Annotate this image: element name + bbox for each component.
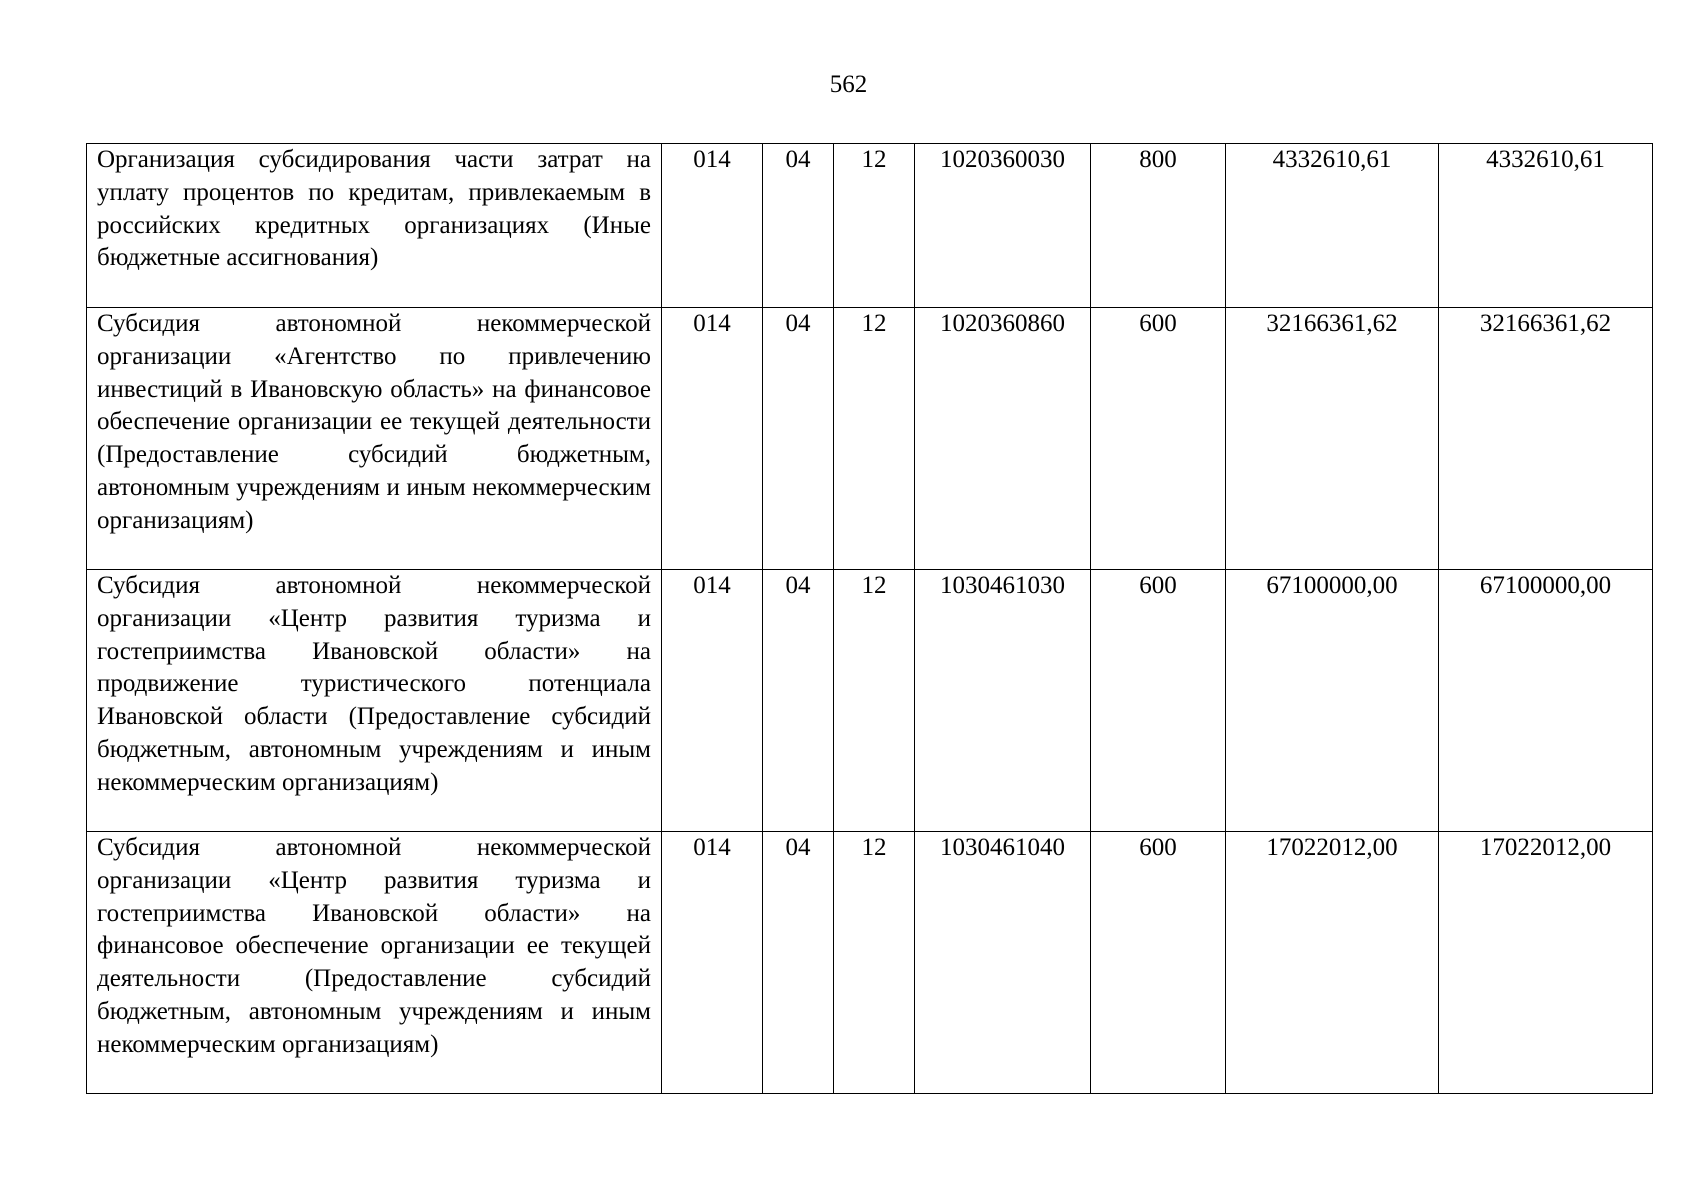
- section-code: 04: [763, 570, 834, 832]
- row-description: Субсидия автономной некоммерческой организации «Агентство по привлечению инвестиций в Ивановскую область» на финансовое обеспечение организации ее текущей деятельности (Предоставление субсидий бюджетным, автономным учреждениям и иным некоммерческим организациям): [87, 308, 662, 570]
- amount-1: 17022012,00: [1226, 832, 1439, 1094]
- row-description: Организация субсидирования части затрат на уплату процентов по кредитам, привлекаемым в российских кредитных организациях (Иные бюджетные ассигнования): [87, 144, 662, 308]
- amount-1: 67100000,00: [1226, 570, 1439, 832]
- target-article-code: 1020360030: [915, 144, 1091, 308]
- page-number: 562: [829, 71, 868, 98]
- grbs-code: 014: [662, 570, 763, 832]
- amount-2: 32166361,62: [1439, 308, 1653, 570]
- grbs-code: 014: [662, 144, 763, 308]
- subsection-code: 12: [834, 570, 915, 832]
- expense-type-code: 600: [1091, 308, 1226, 570]
- table-row: [87, 570, 1653, 832]
- table-row: [87, 832, 1653, 1094]
- section-code: 04: [763, 308, 834, 570]
- subsection-code: 12: [834, 832, 915, 1094]
- amount-2: 4332610,61: [1439, 144, 1653, 308]
- amount-1: 4332610,61: [1226, 144, 1439, 308]
- subsection-code: 12: [834, 308, 915, 570]
- section-code: 04: [763, 144, 834, 308]
- grbs-code: 014: [662, 832, 763, 1094]
- table-row: [87, 144, 1653, 308]
- table-row: [87, 308, 1653, 570]
- amount-2: 17022012,00: [1439, 832, 1653, 1094]
- section-code: 04: [763, 832, 834, 1094]
- budget-table: [86, 143, 1653, 1094]
- grbs-code: 014: [662, 308, 763, 570]
- amount-2: 67100000,00: [1439, 570, 1653, 832]
- target-article-code: 1030461040: [915, 832, 1091, 1094]
- expense-type-code: 600: [1091, 570, 1226, 832]
- target-article-code: 1020360860: [915, 308, 1091, 570]
- expense-type-code: 800: [1091, 144, 1226, 308]
- target-article-code: 1030461030: [915, 570, 1091, 832]
- row-description: Субсидия автономной некоммерческой организации «Центр развития туризма и гостеприимства Ивановской области» на финансовое обеспечение организации ее текущей деятельности (Предоставление субсидий бюджетным, автономным учреждениям и иным некоммерческим организациям): [87, 832, 662, 1094]
- amount-1: 32166361,62: [1226, 308, 1439, 570]
- row-description: Субсидия автономной некоммерческой организации «Центр развития туризма и гостеприимства Ивановской области» на продвижение туристического потенциала Ивановской области (Предоставление субсидий бюджетным, автономным учреждениям и иным некоммерческим организациям): [87, 570, 662, 832]
- expense-type-code: 600: [1091, 832, 1226, 1094]
- subsection-code: 12: [834, 144, 915, 308]
